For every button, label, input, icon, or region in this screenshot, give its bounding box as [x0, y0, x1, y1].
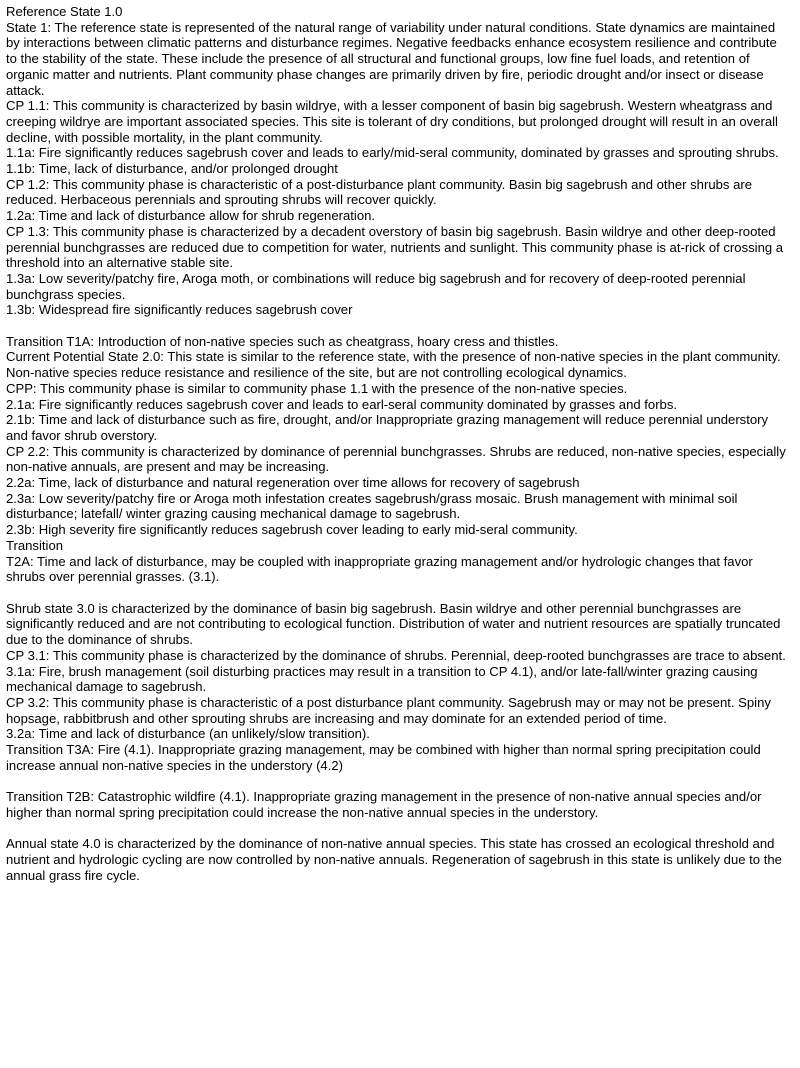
paragraph-cp-3-2: CP 3.2: This community phase is characteristic of a post disturbance plant community. Sagebrush may or may not be present. Spiny hopsage, rabbitbrush and other sprouting shrubs are increasing and may dominate for an extended period of time. — [6, 694, 771, 726]
blank-line — [6, 773, 790, 789]
blank-line — [6, 821, 790, 837]
paragraph-2-1b: 2.1b: Time and lack of disturbance such as fire, drought, and/or Inappropriate grazing management will reduce perennial understory and favor shrub overstory. — [6, 412, 769, 443]
paragraph-shrub-state-3: Shrub state 3.0 is characterized by the dominance of basin big sagebrush. Basin wildrye and other perennial bunchgrasses are significantly reduced and are not contributing to ecological function. Distribution of water and nutrient resources are spatially truncated due to the dominance of shrubs. — [6, 600, 781, 648]
paragraph-3-2a: 3.2a: Time and lack of disturbance (an unlikely/slow transition). — [6, 726, 370, 742]
paragraph-transition-t2b: Transition T2B: Catastrophic wildfire (4.1). Inappropriate grazing management in the presence of non-native annual species and/or higher than normal spring precipitation could increase the non-native annual species in the understory. — [6, 789, 762, 820]
paragraph-1-2a: 1.2a: Time and lack of disturbance allow for shrub regeneration. — [6, 208, 376, 224]
paragraph-current-potential-state: Current Potential State 2.0: This state is similar to the reference state, with the presence of non-native species in the plant community. Non-native species reduce resistance and resilience of the site, but are not controlling ecological dynamics. — [6, 349, 781, 381]
paragraph-cpp: CPP: This community phase is similar to community phase 1.1 with the presence of the non-native species. — [6, 380, 628, 396]
blank-line — [6, 318, 790, 334]
paragraph-state-1: State 1: The reference state is represented of the natural range of variability under natural conditions. State dynamics are maintained by interactions between climatic patterns and disturbance regimes. Negative feedbacks enhance ecosystem resilience and contribute to the stability of the state. These include the presence of all structural and functional groups, low fine fuel loads, and retention of organic matter and nutrients. Plant community phase changes are primarily driven by fire, periodic drought and/or insect or disease attack. — [6, 19, 777, 98]
blank-line — [6, 585, 790, 601]
paragraph-1-1a: 1.1a: Fire significantly reduces sagebrush cover and leads to early/mid-seral community, dominated by grasses and sprouting shrubs. — [6, 145, 779, 161]
paragraph-2-2a: 2.2a: Time, lack of disturbance and natural regeneration over time allows for recovery of sagebrush — [6, 475, 580, 491]
paragraph-cp-1-1: CP 1.1: This community is characterized by basin wildrye, with a lesser component of basin big sagebrush. Western wheatgrass and creeping wildrye are important associated species. This site is tolerant of dry conditions, but prolonged drought will result in an overall decline, with possible mortality, in the plant community. — [6, 98, 778, 145]
paragraph-1-3b: 1.3b: Widespread fire significantly reduces sagebrush cover — [6, 302, 353, 318]
heading-transition: Transition — [6, 537, 64, 553]
paragraph-transition-t1a: Transition T1A: Introduction of non-native species such as cheatgrass, hoary cress and thistles. — [6, 333, 559, 349]
paragraph-1-1b: 1.1b: Time, lack of disturbance, and/or prolonged drought — [6, 161, 338, 177]
state-transition-description — [6, 4, 790, 883]
paragraph-2-3a: 2.3a: Low severity/patchy fire or Aroga moth infestation creates sagebrush/grass mosaic. Brush management with minimal soil disturbance; latefall/ winter grazing causing mechanical damage to sagebrush. — [6, 490, 738, 522]
paragraph-2-3b: 2.3b: High severity fire significantly reduces sagebrush cover leading to early mid-seral community. — [6, 522, 578, 538]
paragraph-cp-3-1: CP 3.1: This community phase is characterized by the dominance of shrubs. Perennial, deep-rooted bunchgrasses are trace to absent. — [6, 647, 786, 663]
paragraph-t2a: T2A: Time and lack of disturbance, may be coupled with inappropriate grazing management and/or hydrologic changes that favor shrubs over perennial grasses. (3.1). — [6, 553, 753, 585]
heading-reference-state: Reference State 1.0 — [6, 4, 123, 19]
paragraph-cp-1-2: CP 1.2: This community phase is characteristic of a post-disturbance plant community. Basin big sagebrush and other shrubs are reduced. Herbaceous perennials and sprouting shrubs will recover quickly. — [6, 176, 752, 208]
paragraph-1-3a: 1.3a: Low severity/patchy fire, Aroga moth, or combinations will reduce big sagebrush and for recovery of deep-rooted perennial bunchgrass species. — [6, 270, 746, 302]
paragraph-cp-1-3: CP 1.3: This community phase is characterized by a decadent overstory of basin big sagebrush. Basin wildrye and other deep-rooted perennial bunchgrasses are reduced due to competition for water, nutrients and sunlight. This community phase is at-rick of crossing a threshold into an alternative stable site. — [6, 223, 784, 271]
paragraph-annual-state-4: Annual state 4.0 is characterized by the dominance of non-native annual species. This state has crossed an ecological threshold and nutrient and hydrologic cycling are now controlled by non-native annuals. Regeneration of sagebrush in this state is unlikely due to the annual grass fire cycle. — [6, 836, 782, 883]
paragraph-2-1a: 2.1a: Fire significantly reduces sagebrush cover and leads to earl-seral community dominated by grasses and forbs. — [6, 396, 678, 412]
paragraph-transition-t3a: Transition T3A: Fire (4.1). Inappropriate grazing management, may be combined with higher than normal spring precipitation could increase annual non-native species in the understory (4.2) — [6, 742, 761, 773]
paragraph-cp-2-2: CP 2.2: This community is characterized by dominance of perennial bunchgrasses. Shrubs are reduced, non-native species, especially non-native annuals, are present and may be increasing. — [6, 443, 786, 475]
paragraph-3-1a: 3.1a: Fire, brush management (soil disturbing practices may result in a transition to CP 4.1), and/or late-fall/winter grazing causing mechanical damage to sagebrush. — [6, 663, 758, 695]
